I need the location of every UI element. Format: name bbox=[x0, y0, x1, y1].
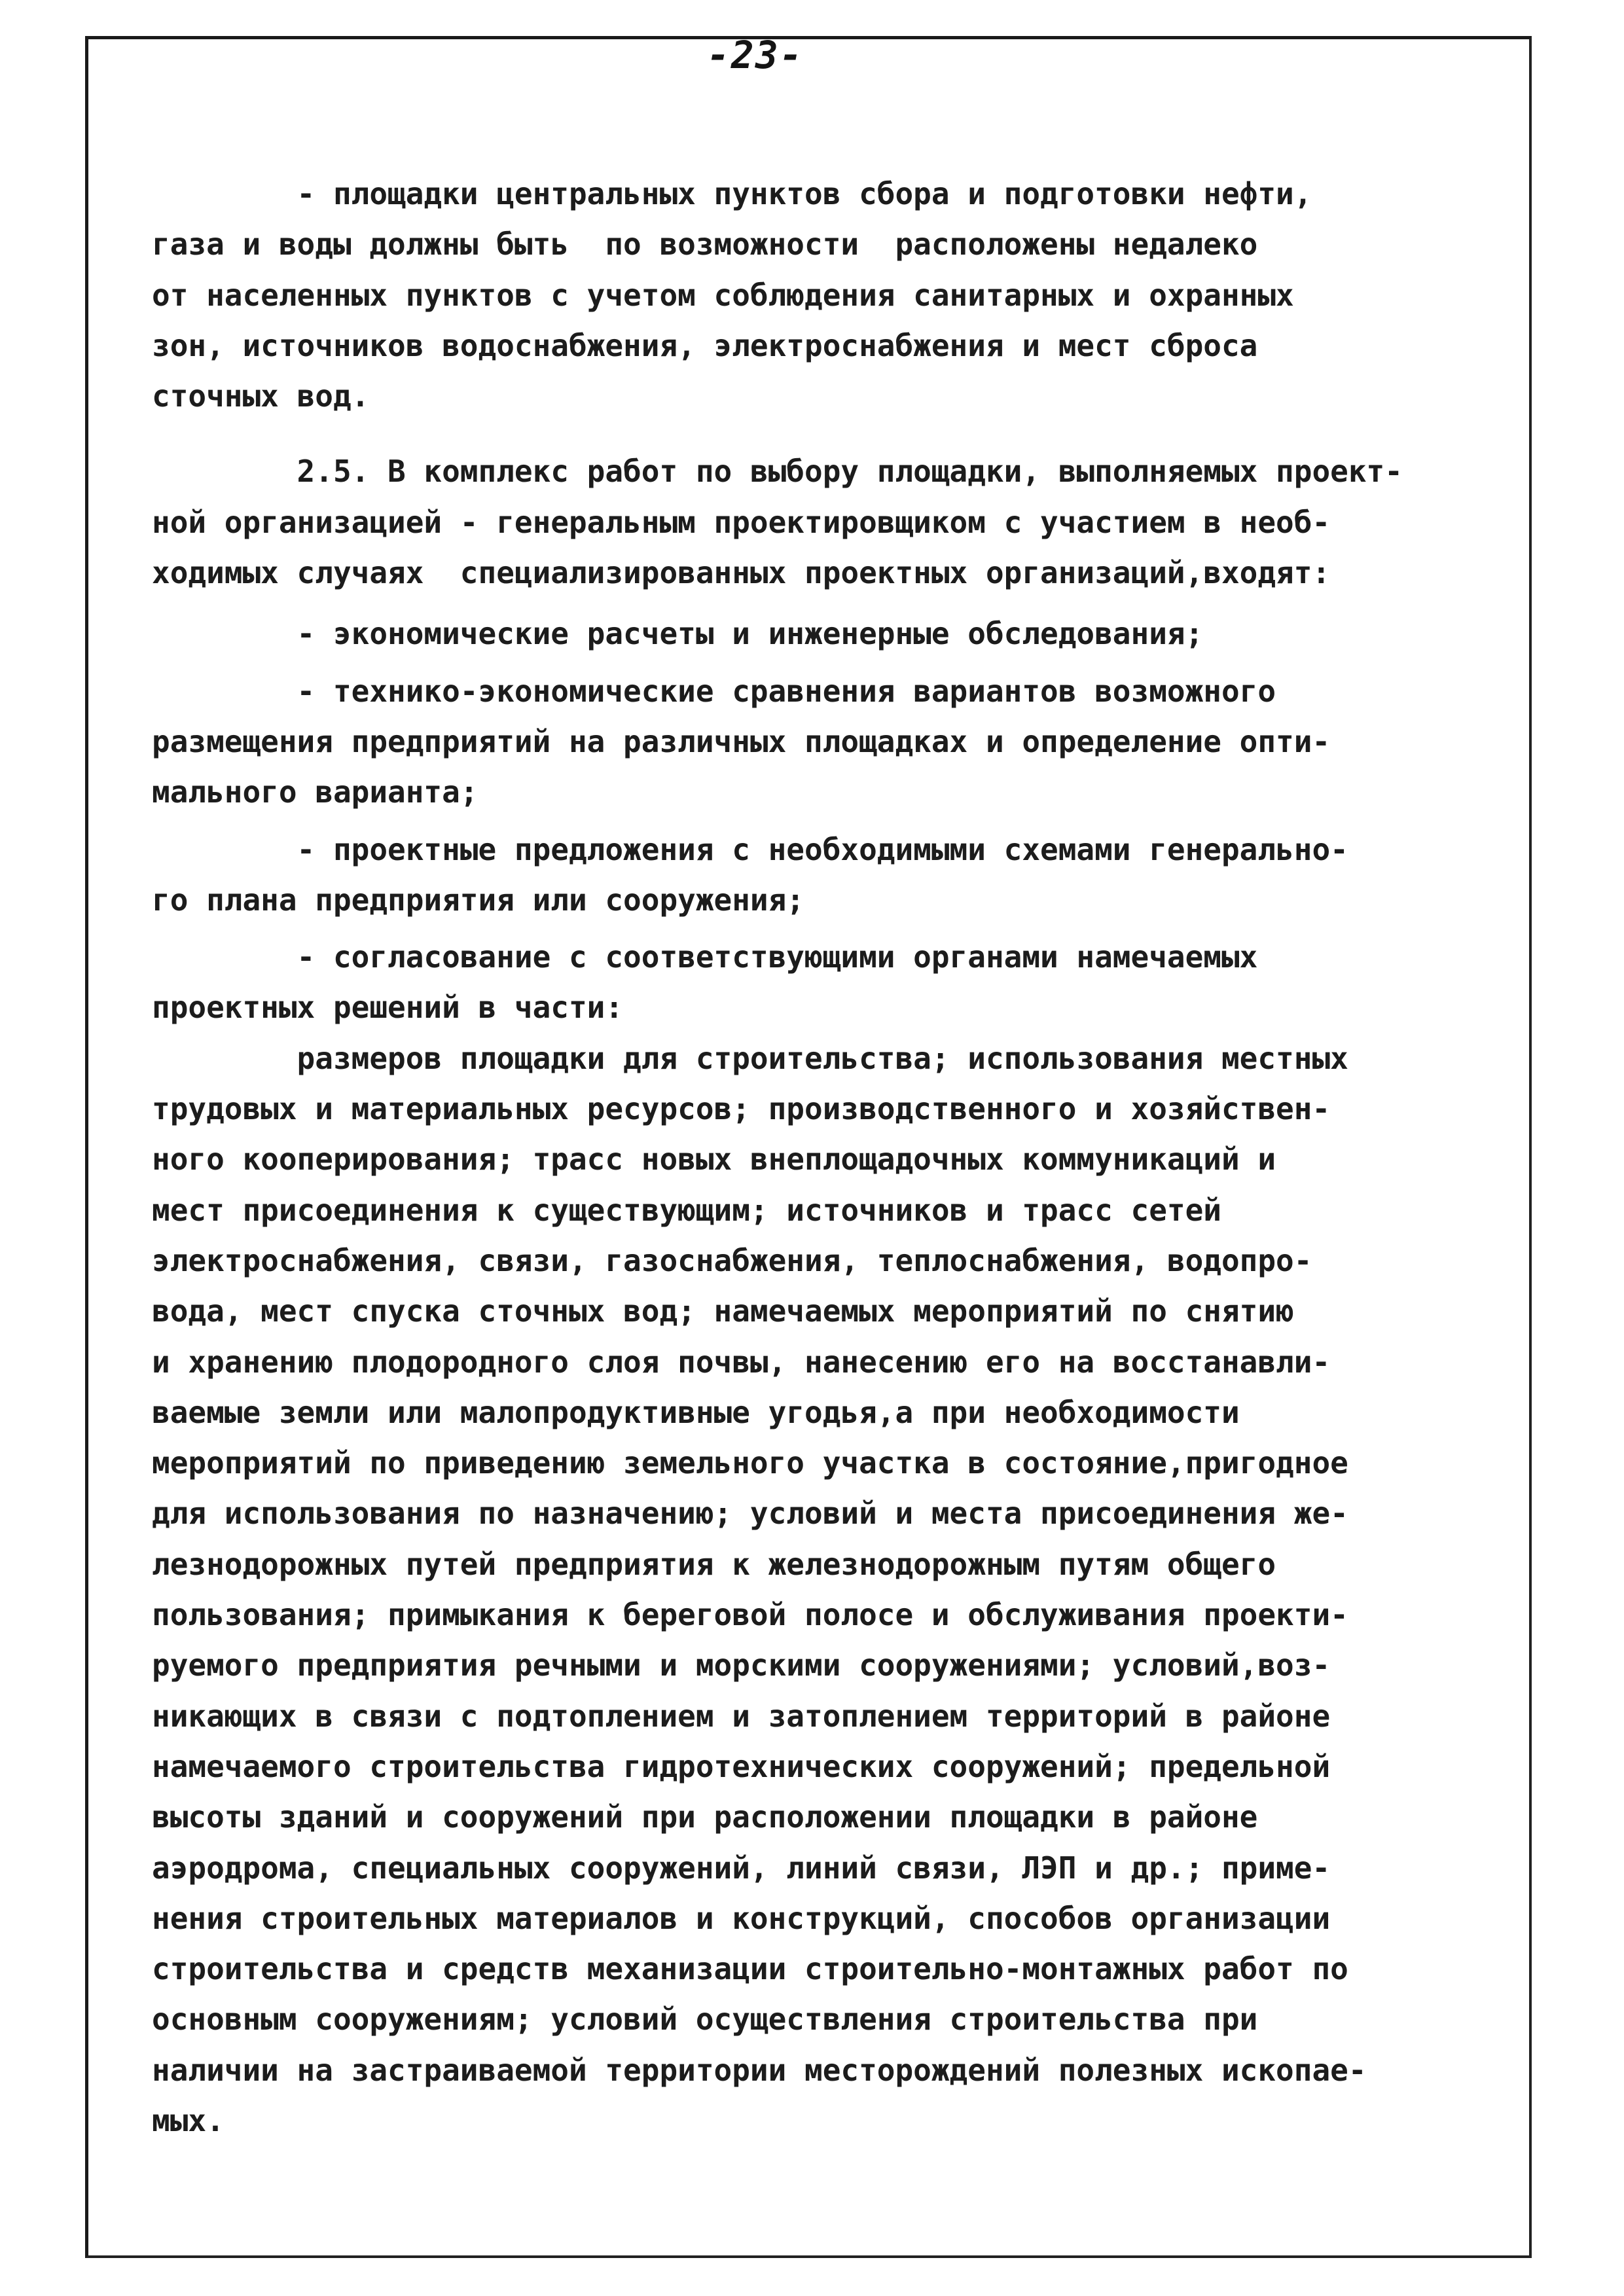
text-line: руемого предприятия речными и морскими сооружениями; условий,воз- bbox=[152, 1647, 1331, 1683]
text-line: ного кооперирования; трасс новых внеплощадочных коммуникаций и bbox=[152, 1141, 1276, 1177]
text-line: 2.5. В комплекс работ по выбору площадки, выполняемых проект- bbox=[152, 454, 1403, 490]
text-line: основным сооружениям; условий осуществления строительства при bbox=[152, 2001, 1258, 2037]
text-line: - согласование с соответствующими органами намечаемых bbox=[152, 939, 1258, 975]
text-line: для использования по назначению; условий и места присоединения же- bbox=[152, 1496, 1348, 1532]
text-line: строительства и средств механизации строительно-монтажных работ по bbox=[152, 1951, 1348, 1987]
text-line: - экономические расчеты и инженерные обследования; bbox=[152, 616, 1204, 652]
text-line: лезнодорожных путей предприятия к железнодорожным путям общего bbox=[152, 1546, 1276, 1582]
text-line: ходимых случаях специализированных проектных организаций,входят: bbox=[152, 555, 1331, 591]
text-line: трудовых и материальных ресурсов; производственного и хозяйствен- bbox=[152, 1091, 1331, 1127]
text-line: мероприятий по приведению земельного участка в состояние,пригодное bbox=[152, 1445, 1348, 1481]
text-line: мального варианта; bbox=[152, 774, 478, 810]
paragraph-central-sites bbox=[152, 169, 1520, 422]
text-line: - проектные предложения с необходимыми схемами генерально- bbox=[152, 831, 1348, 867]
text-line: и хранению плодородного слоя почвы, нанесению его на восстанавли- bbox=[152, 1344, 1331, 1380]
text-line: ной организацией - генеральным проектировщиком с участием в необ- bbox=[152, 504, 1331, 540]
text-line: от населенных пунктов с учетом соблюдения санитарных и охранных bbox=[152, 277, 1294, 313]
text-line: размеров площадки для строительства; использования местных bbox=[152, 1040, 1348, 1076]
text-line: намечаемого строительства гидротехнических сооружений; предельной bbox=[152, 1748, 1331, 1784]
text-line: пользования; примыкания к береговой полосе и обслуживания проекти- bbox=[152, 1597, 1348, 1633]
item-economic-calculations bbox=[152, 609, 1520, 659]
item-design-proposals bbox=[152, 825, 1520, 926]
text-line: электроснабжения, связи, газоснабжения, теплоснабжения, водопро- bbox=[152, 1242, 1312, 1278]
text-line: - площадки центральных пунктов сбора и подготовки нефти, bbox=[152, 176, 1312, 211]
text-line: ваемые земли или малопродуктивные угодья,а при необходимости bbox=[152, 1394, 1240, 1430]
text-line: размещения предприятий на различных площадках и определение опти- bbox=[152, 723, 1331, 759]
text-line: сточных вод. bbox=[152, 378, 370, 414]
page-number: -23- bbox=[707, 33, 804, 77]
text-line: го плана предприятия или сооружения; bbox=[152, 882, 804, 918]
item-technical-comparisons bbox=[152, 666, 1520, 818]
text-line: никающих в связи с подтоплением и затоплением территорий в районе bbox=[152, 1698, 1331, 1734]
text-line: - технико-экономические сравнения вариантов возможного bbox=[152, 673, 1276, 709]
text-line: зон, источников водоснабжения, электроснабжения и мест сброса bbox=[152, 327, 1258, 363]
text-line: нения строительных материалов и конструкций, способов организации bbox=[152, 1900, 1331, 1936]
text-line: наличии на застраиваемой территории месторождений полезных ископае- bbox=[152, 2052, 1367, 2088]
paragraph-details bbox=[152, 1033, 1520, 2147]
document-body bbox=[152, 169, 1520, 2146]
text-line: высоты зданий и сооружений при расположении площадки в районе bbox=[152, 1799, 1258, 1835]
text-line: аэродрома, специальных сооружений, линий связи, ЛЭП и др.; приме- bbox=[152, 1850, 1331, 1886]
text-line: мест присоединения к существующим; источников и трасс сетей bbox=[152, 1192, 1221, 1228]
text-line: газа и воды должны быть по возможности расположены недалеко bbox=[152, 226, 1258, 262]
text-line: проектных решений в части: bbox=[152, 990, 624, 1026]
text-line: вода, мест спуска сточных вод; намечаемых мероприятий по снятию bbox=[152, 1293, 1294, 1329]
text-line: мых. bbox=[152, 2102, 225, 2138]
item-coordination bbox=[152, 932, 1520, 1033]
paragraph-2-5 bbox=[152, 446, 1520, 598]
